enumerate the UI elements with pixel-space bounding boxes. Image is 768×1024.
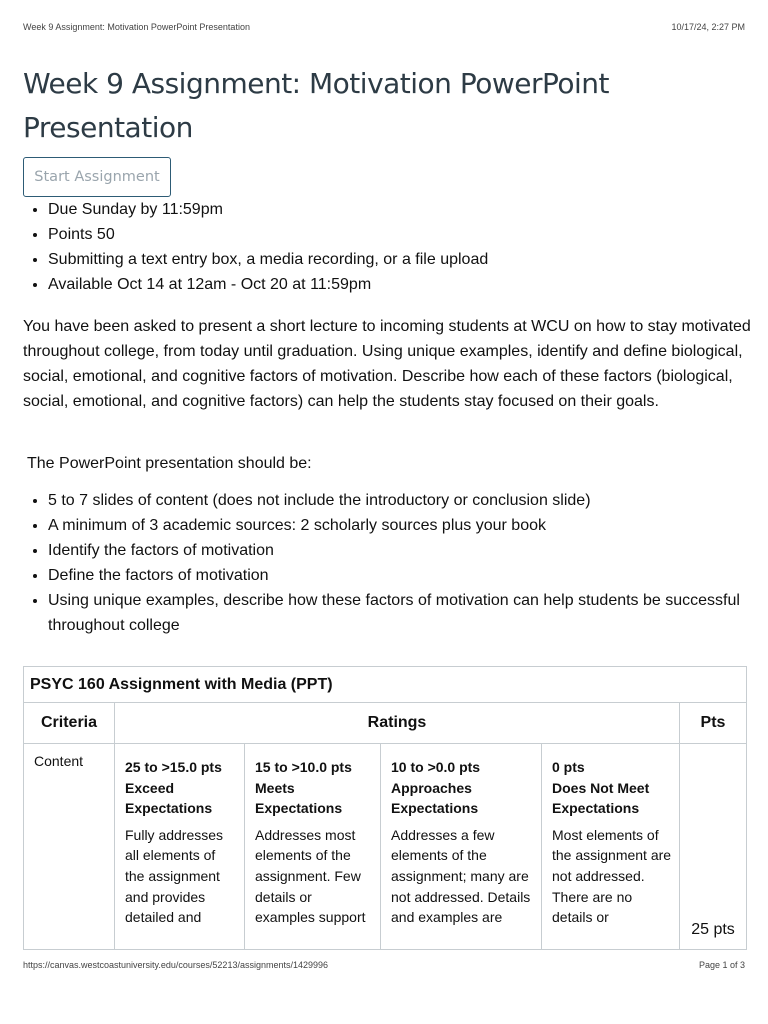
print-header-datetime: 10/17/24, 2:27 PM bbox=[671, 22, 745, 32]
print-header bbox=[23, 22, 745, 32]
rating-description: Fully addresses all elements of the assignment and provides detailed and bbox=[125, 826, 224, 926]
ratings-header: Ratings bbox=[115, 703, 680, 744]
rating-label: Approaches Expectations bbox=[391, 779, 479, 816]
print-header-title: Week 9 Assignment: Motivation PowerPoint Presentation bbox=[23, 22, 250, 32]
start-assignment-button[interactable]: Start Assignment bbox=[23, 157, 171, 197]
print-footer bbox=[23, 960, 745, 970]
requirement-item: • Define the factors of motivation bbox=[48, 563, 768, 588]
rating-points: 25 to >15.0 pts bbox=[125, 759, 222, 775]
points-item: • Points 50 bbox=[48, 222, 768, 247]
rating-points: 0 pts bbox=[552, 759, 585, 775]
requirements-list bbox=[23, 488, 768, 638]
due-date-item: • Due Sunday by 11:59pm bbox=[48, 197, 768, 222]
submission-type-item: • Submitting a text entry box, a media recording, or a file upload bbox=[48, 247, 768, 272]
rating-meets bbox=[245, 744, 381, 950]
print-footer-url: https://canvas.westcoastuniversity.edu/courses/52213/assignments/1429996 bbox=[23, 960, 329, 970]
rating-description: Addresses a few elements of the assignment; many are not addressed. Details and examples are bbox=[391, 826, 531, 926]
rating-description: Addresses most elements of the assignment. Few details or examples support bbox=[255, 826, 366, 926]
rubric-table bbox=[23, 666, 747, 950]
rating-label: Exceed Expectations bbox=[125, 779, 213, 816]
requirement-item: • Identify the factors of motivation bbox=[48, 538, 768, 563]
print-footer-page: Page 1 of 3 bbox=[698, 960, 745, 970]
criteria-header: Criteria bbox=[24, 703, 115, 744]
requirement-item: • Using unique examples, describe how these factors of motivation can help students be successful throughout college bbox=[48, 588, 768, 638]
availability-item: • Available Oct 14 at 12am - Oct 20 at 11:59pm bbox=[48, 272, 768, 297]
rating-description: Most elements of the assignment are not addressed. There are no details or bbox=[552, 826, 672, 926]
criterion-cell: Content bbox=[24, 744, 115, 950]
rubric-row bbox=[24, 744, 747, 950]
requirement-item: • A minimum of 3 academic sources: 2 scholarly sources plus your book bbox=[48, 513, 768, 538]
rating-approaches bbox=[381, 744, 542, 950]
requirement-item: • 5 to 7 slides of content (does not include the introductory or conclusion slide) bbox=[48, 488, 768, 513]
criterion-points: 25 pts bbox=[680, 744, 747, 950]
page-title: Week 9 Assignment: Motivation PowerPoint Presentation bbox=[23, 67, 610, 144]
rating-does-not-meet bbox=[542, 744, 680, 950]
rating-label: Meets Expectations bbox=[255, 779, 343, 816]
rating-points: 15 to >10.0 pts bbox=[255, 759, 352, 775]
rating-exceeds bbox=[115, 744, 245, 950]
assignment-description: You have been asked to present a short lecture to incoming students at WCU on how to stay motivated throughout college, from today until graduation. Using unique examples, identify and define biological, social, emotional, and cognitive factors of motivation. Describe how each of these factors (biological, social, emotional, and cognitive factors) can help the students stay focused on their goals. bbox=[23, 318, 751, 410]
ppt-intro-text: The PowerPoint presentation should be: bbox=[27, 455, 312, 472]
rating-points: 10 to >0.0 pts bbox=[391, 759, 481, 775]
assignment-details-list bbox=[23, 197, 768, 297]
rating-label: Does Not Meet Expectations bbox=[552, 779, 650, 816]
pts-header: Pts bbox=[680, 703, 747, 744]
rubric-title: PSYC 160 Assignment with Media (PPT) bbox=[24, 667, 747, 703]
